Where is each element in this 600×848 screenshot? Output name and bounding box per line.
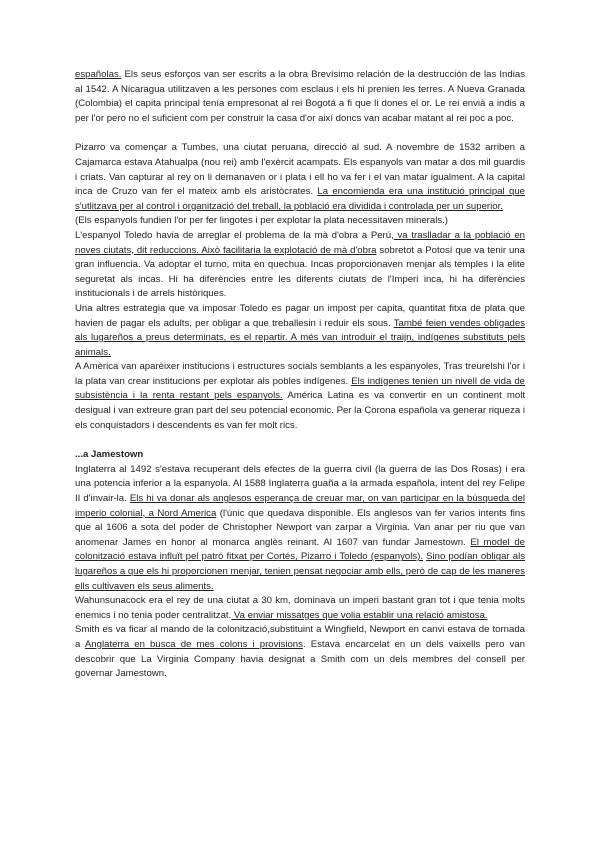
paragraph [75, 302, 525, 360]
text-run: Inglaterra al 1492 s'estava recuperant dels efectes de la guerra civil (la guerra de las Dos Rosas) i era una potencia inferior a la espanyola. Al 1588 Inglaterra guaña a la armada española, intent del rey Felipe II d'invair-la. [75, 463, 525, 505]
paragraph [75, 229, 525, 302]
underlined-text: Sino podían obligar als lugareños a que els hi proporcionen menjar, tenien pensat negociar amb ells, però de cap de les maneres ells cultivaven els seus aliments. [75, 551, 526, 592]
underlined-text: Anglaterra en busca de mes colons i provisions [84, 638, 303, 650]
text-run: América Latina es va convertir en un continent molt desigual i van extreure gran part del seu potencial economic. Per la Corona española va generar riqueza i els conquistadors i descendents es van fer molt rics. [75, 390, 525, 431]
underlined-text: Va enviar missatges que volia establir una relació amistosa. [231, 609, 488, 621]
text-run: Una altres estrategia que va imposar Toledo es pagar un impost per capita, quantitat fitxa de plata que havien de pagar els adults, per obligar a que treballesin i reduir els sous. [75, 302, 525, 329]
paragraph-gap [75, 433, 525, 448]
text-run: Els seus esforços van ser escrits a la obra Brevísimo relación de la destrucción de las Indias al 1542. A Nicaragua utilitzaven a les persones com esclaus i els hi prenien les terres. A Nueva Granada (Colombia) el capita principal tenía empresonat al rei Bogotá a fi que li dones el or. Le rei envià a indis a per l'or pero no el suficient com per construir la casa d'or així doncs van acabar matant al rei poc a poc. [75, 69, 525, 124]
section-heading: ...a Jamestown [75, 449, 144, 461]
text-run: L'espanyol Toledo havia de arreglar el problema de la mà d'obra a Perú, [75, 229, 394, 241]
underlined-text: La encomienda era una institució principal que s'utlitzava per al control i organització del treball, la població era dividida i controlada per un superior. [75, 186, 525, 212]
paragraph [75, 594, 525, 623]
paragraph [75, 214, 525, 229]
text-run: (l'únic que quedava disponible. Els anglesos van fer varios intents fins que al 1606 a sota del poder de Christopher Newport van zarpar a Virginia. Van anar per riu que van anomenar James en honor al monarca anglès reinant. Al 1607 van fundar Jamestown. [75, 507, 525, 548]
underlined-text: També feien vendes obligades als lugareños a preus determinats, es el repartir. [75, 317, 525, 344]
underlined-text: españolas. [75, 69, 122, 80]
text-run: Pizarro va començar a Tumbes, una ciutat peruana, direcció al sud. A novembre de 1532 arriben a Cajamarca estava Atahualpa (nou rei) amb l'exèrcit acampats. Els espanyols van matar a dos mil guardis i criats. Van capturar al rey on li demanaven or i plata i ell ho va fer i el van matar igualment. A la capital inca de Cruzo van fer el mateix amb els aristòcrates. [75, 142, 525, 198]
text-run: . Estava encarcelat en un dels vaixells pero van descobrir que La Virginia Company havia designat a Smith com un dels membres del consell per governar Jamestown. [75, 638, 525, 680]
paragraph [75, 141, 525, 214]
text-run: A Amèrica van aparèixer institucions i estructures socials semblants a les espanyoles, Tras treurelshi l'or i la plata van crear institucions per explotar als pobles indígenes. [75, 361, 525, 387]
underlined-text: Els hi va donar als anglesos esperança de creuar mar, on van participar en la búsqueda del imperio colonial, a Nord America [75, 493, 525, 519]
paragraph [75, 463, 525, 594]
underlined-text: va traslladar a la població en noves ciutats, dit reduccions. Això facilitaria la explotació de mà d'obra [75, 229, 525, 256]
paragraph [75, 68, 525, 126]
text-run: Wahunsunacock era el rey de una ciutat a 30 km, dominava un imperi bastant gran tot i que tenia molts enemics i no tenia poder centralitzat. [75, 595, 525, 621]
underlined-text: A més van introduir el traijn, indígenes substituts pels animals. [75, 332, 525, 358]
paragraph-gap [75, 126, 525, 141]
text-run: Smith es va ficar al mando de la colonització,substituint a Wingfield, Newport en canvi estava de tornada a [75, 624, 525, 650]
paragraph [75, 623, 525, 681]
paragraph [75, 360, 525, 433]
underlined-text: Els indígenes tenien un nivell de vida de subsistència i la renta restant pels espanyols. [75, 375, 525, 402]
text-run: (Els espanyols fundien l'or per fer lingotes i per explotar la plata necessitaven minerals.) [75, 215, 448, 227]
text-run: sobretot a Potosí que va tenir una gran influencia. Va adoptar el turno, mita en quechua. Incas proporcionaven menjar als temples i la elite seguretat als incas. Hi ha diferències entre les diferents ciutats de l'Imperi inca, hi ha diferències institucionals i de arrels històriques. [75, 244, 525, 300]
underlined-text: El model de colonització estava influït pel patró fitxat per Cortés, Pizarro i Toledo (espanyols). [75, 536, 525, 563]
document-body [75, 68, 525, 682]
